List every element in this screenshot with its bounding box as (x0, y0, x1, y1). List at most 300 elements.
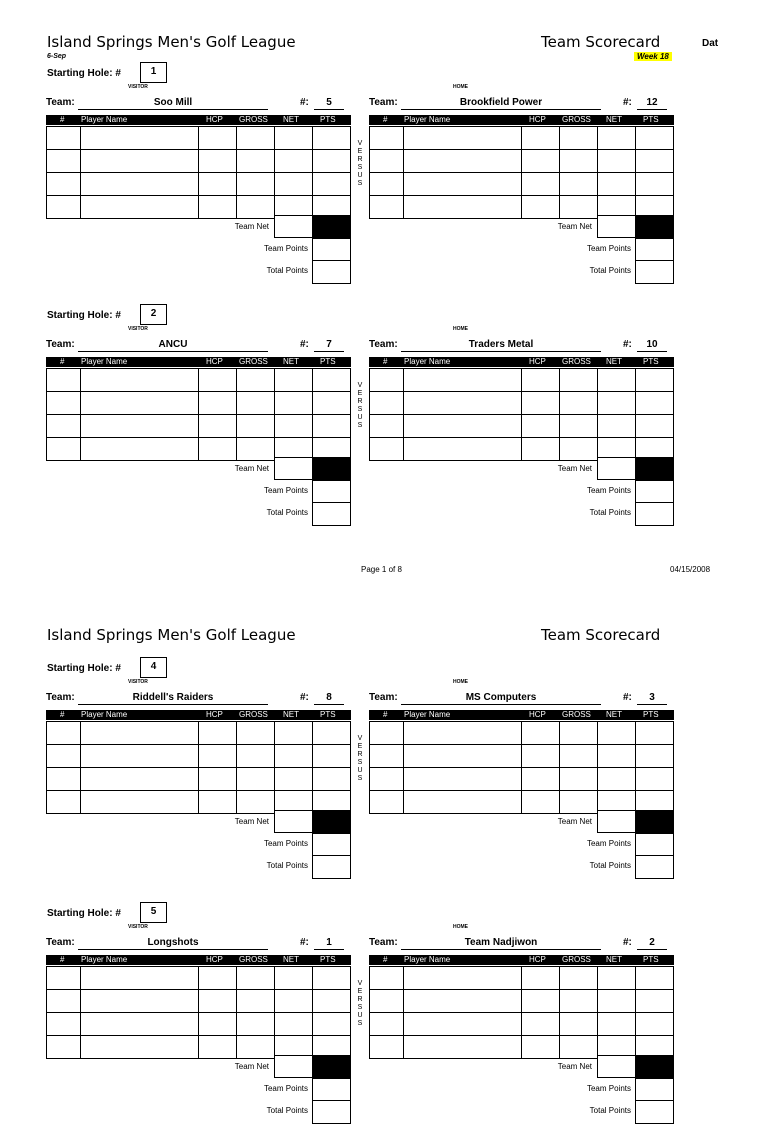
team-points-cell[interactable] (312, 833, 351, 856)
team-points-label: Team Points (586, 839, 631, 848)
team-points-cell[interactable] (635, 1078, 674, 1101)
total-points-cell[interactable] (312, 855, 351, 879)
col-player-name: Player Name (404, 357, 451, 366)
score-cell[interactable] (559, 721, 598, 745)
starting-hole-box[interactable]: 4 (140, 657, 167, 678)
score-cell[interactable] (521, 126, 560, 150)
team-points-label: Team Points (586, 486, 631, 495)
score-cell[interactable] (597, 149, 636, 173)
home-label: HOME (453, 679, 468, 685)
score-cell[interactable] (198, 767, 237, 791)
starting-hole-box[interactable]: 1 (140, 62, 167, 83)
score-cell[interactable] (312, 989, 351, 1013)
score-cell[interactable] (236, 744, 275, 768)
score-cell[interactable] (403, 790, 522, 814)
team-number-label: #: (300, 339, 309, 350)
score-cell[interactable] (312, 391, 351, 415)
total-points-cell[interactable] (312, 1100, 351, 1124)
score-cell[interactable] (46, 966, 81, 990)
versus-letter: U (357, 172, 363, 179)
team-label: Team: (369, 692, 398, 703)
score-cell[interactable] (597, 126, 636, 150)
col-pts: PTS (320, 710, 336, 719)
total-points-cell[interactable] (635, 1100, 674, 1124)
score-cell[interactable] (80, 368, 199, 392)
score-cell[interactable] (198, 368, 237, 392)
league-title-page2: Island Springs Men's Golf League (47, 626, 296, 644)
score-cell[interactable] (312, 368, 351, 392)
col-player-name: Player Name (81, 357, 128, 366)
score-cell[interactable] (521, 195, 560, 219)
match-block (0, 902, 768, 1132)
col-hcp: HCP (206, 357, 223, 366)
score-cell[interactable] (369, 368, 404, 392)
col-pts: PTS (643, 357, 659, 366)
score-cell[interactable] (597, 744, 636, 768)
visitor-team-name[interactable]: Riddell's Raiders (78, 692, 268, 705)
score-cell[interactable] (369, 195, 404, 219)
team-net-cell[interactable] (597, 457, 636, 480)
col-num: # (383, 955, 388, 964)
col-gross: GROSS (239, 357, 268, 366)
score-cell[interactable] (46, 790, 81, 814)
score-cell[interactable] (597, 172, 636, 196)
score-cell[interactable] (274, 721, 313, 745)
col-num: # (60, 710, 65, 719)
score-cell[interactable] (274, 126, 313, 150)
score-cell[interactable] (369, 172, 404, 196)
score-cell[interactable] (403, 989, 522, 1013)
team-points-cell[interactable] (312, 238, 351, 261)
total-points-label: Total Points (589, 508, 631, 517)
score-cell[interactable] (369, 1035, 404, 1059)
score-cell[interactable] (559, 414, 598, 438)
team-net-cell[interactable] (274, 457, 313, 480)
versus-letter: V (357, 735, 363, 742)
score-cell[interactable] (521, 721, 560, 745)
team-number-label: #: (300, 692, 309, 703)
score-cell[interactable] (369, 437, 404, 461)
score-cell[interactable] (198, 195, 237, 219)
score-cell[interactable] (46, 1012, 81, 1036)
score-cell[interactable] (559, 767, 598, 791)
team-net-cell[interactable] (597, 215, 636, 238)
team-net-cell[interactable] (274, 215, 313, 238)
score-cell[interactable] (80, 1035, 199, 1059)
score-cell[interactable] (521, 966, 560, 990)
score-cell[interactable] (597, 966, 636, 990)
score-cell[interactable] (369, 1012, 404, 1036)
score-cell[interactable] (521, 368, 560, 392)
score-cell[interactable] (80, 437, 199, 461)
score-cell[interactable] (403, 767, 522, 791)
visitor-team-number[interactable]: 7 (314, 339, 344, 352)
score-cell[interactable] (597, 721, 636, 745)
visitor-team-name[interactable]: ANCU (78, 339, 268, 352)
score-cell[interactable] (369, 414, 404, 438)
score-cell[interactable] (521, 172, 560, 196)
score-cell[interactable] (369, 790, 404, 814)
score-cell[interactable] (635, 149, 674, 173)
visitor-team-name[interactable]: Longshots (78, 937, 268, 950)
home-team-number[interactable]: 3 (637, 692, 667, 705)
score-cell[interactable] (635, 966, 674, 990)
score-cell[interactable] (597, 368, 636, 392)
team-points-cell[interactable] (635, 480, 674, 503)
score-cell[interactable] (46, 149, 81, 173)
score-cell[interactable] (597, 391, 636, 415)
team-net-pts-blackout (312, 457, 351, 480)
score-cell[interactable] (597, 1012, 636, 1036)
score-cell[interactable] (597, 989, 636, 1013)
score-cell[interactable] (80, 414, 199, 438)
column-header (369, 115, 674, 125)
col-net: NET (283, 955, 299, 964)
team-net-label: Team Net (557, 222, 592, 231)
score-cell[interactable] (521, 744, 560, 768)
team-net-cell[interactable] (274, 810, 313, 833)
score-cell[interactable] (635, 172, 674, 196)
score-cell[interactable] (403, 149, 522, 173)
score-cell[interactable] (46, 989, 81, 1013)
versus-label (356, 735, 364, 783)
score-cell[interactable] (80, 391, 199, 415)
versus-letter: E (357, 148, 363, 155)
score-cell[interactable] (80, 767, 199, 791)
visitor-team-name[interactable]: Soo Mill (78, 97, 268, 110)
score-cell[interactable] (80, 989, 199, 1013)
team-net-pts-blackout (635, 215, 674, 238)
score-cell[interactable] (635, 126, 674, 150)
total-points-cell[interactable] (635, 260, 674, 284)
score-cell[interactable] (521, 149, 560, 173)
team-net-cell[interactable] (274, 1055, 313, 1078)
score-cell[interactable] (521, 437, 560, 461)
score-cell[interactable] (46, 172, 81, 196)
team-label: Team: (46, 692, 75, 703)
col-player-name: Player Name (404, 115, 451, 124)
score-cell[interactable] (198, 989, 237, 1013)
score-cell[interactable] (80, 744, 199, 768)
score-cell[interactable] (521, 767, 560, 791)
score-cell[interactable] (198, 391, 237, 415)
versus-letter: S (357, 180, 363, 187)
score-cell[interactable] (559, 1012, 598, 1036)
score-cell[interactable] (403, 195, 522, 219)
score-cell[interactable] (236, 1012, 275, 1036)
match-block (0, 62, 768, 292)
score-cell[interactable] (198, 790, 237, 814)
score-cell[interactable] (369, 391, 404, 415)
score-cell[interactable] (521, 790, 560, 814)
home-team-number[interactable]: 10 (637, 339, 667, 352)
score-cell[interactable] (403, 414, 522, 438)
score-cell[interactable] (559, 391, 598, 415)
team-number-label: #: (300, 97, 309, 108)
score-cell[interactable] (80, 149, 199, 173)
score-cell[interactable] (46, 744, 81, 768)
score-cell[interactable] (274, 414, 313, 438)
col-gross: GROSS (562, 115, 591, 124)
score-cell[interactable] (236, 195, 275, 219)
starting-hole-label: Starting Hole: # (47, 663, 121, 674)
score-cell[interactable] (597, 414, 636, 438)
score-cell[interactable] (559, 195, 598, 219)
score-cell[interactable] (559, 368, 598, 392)
versus-letter: R (357, 996, 363, 1003)
score-cell[interactable] (274, 767, 313, 791)
score-cell[interactable] (236, 437, 275, 461)
score-cell[interactable] (312, 1012, 351, 1036)
home-team-name[interactable]: MS Computers (401, 692, 601, 705)
score-cell[interactable] (198, 149, 237, 173)
score-cell[interactable] (312, 966, 351, 990)
team-label: Team: (46, 97, 75, 108)
total-points-cell[interactable] (312, 260, 351, 284)
total-points-cell[interactable] (635, 855, 674, 879)
score-cell[interactable] (236, 1035, 275, 1059)
score-cell[interactable] (80, 195, 199, 219)
score-cell[interactable] (403, 1012, 522, 1036)
home-label: HOME (453, 84, 468, 90)
team-net-cell[interactable] (597, 1055, 636, 1078)
score-cell[interactable] (635, 721, 674, 745)
visitor-team-number[interactable]: 1 (314, 937, 344, 950)
col-hcp: HCP (529, 115, 546, 124)
scorecard-title: Team Scorecard (541, 33, 661, 51)
home-team-name[interactable]: Team Nadjiwon (401, 937, 601, 950)
team-number-label: #: (623, 692, 632, 703)
score-cell[interactable] (597, 767, 636, 791)
score-cell[interactable] (403, 1035, 522, 1059)
score-cell[interactable] (635, 744, 674, 768)
score-cell[interactable] (236, 790, 275, 814)
score-cell[interactable] (236, 172, 275, 196)
score-cell[interactable] (274, 172, 313, 196)
score-cell[interactable] (559, 790, 598, 814)
score-cell[interactable] (198, 172, 237, 196)
home-team-name[interactable]: Traders Metal (401, 339, 601, 352)
score-cell[interactable] (312, 126, 351, 150)
score-cell[interactable] (80, 790, 199, 814)
score-cell[interactable] (635, 767, 674, 791)
page-number: Page 1 of 8 (361, 565, 402, 574)
total-points-label: Total Points (266, 508, 308, 517)
total-points-label: Total Points (589, 861, 631, 870)
total-points-cell[interactable] (312, 502, 351, 526)
versus-letter: R (357, 398, 363, 405)
score-cell[interactable] (559, 1035, 598, 1059)
score-cell[interactable] (236, 767, 275, 791)
score-cell[interactable] (198, 437, 237, 461)
score-cell[interactable] (369, 126, 404, 150)
score-cell[interactable] (559, 149, 598, 173)
col-num: # (60, 115, 65, 124)
col-hcp: HCP (206, 955, 223, 964)
score-cell[interactable] (403, 368, 522, 392)
score-cell[interactable] (46, 767, 81, 791)
score-cell[interactable] (46, 414, 81, 438)
score-cell[interactable] (80, 721, 199, 745)
score-cell[interactable] (312, 767, 351, 791)
score-cell[interactable] (403, 437, 522, 461)
score-cell[interactable] (559, 744, 598, 768)
col-pts: PTS (320, 955, 336, 964)
score-cell[interactable] (198, 414, 237, 438)
score-cell[interactable] (312, 414, 351, 438)
score-cell[interactable] (559, 989, 598, 1013)
team-net-pts-blackout (635, 1055, 674, 1078)
visitor-team-number[interactable]: 8 (314, 692, 344, 705)
score-cell[interactable] (80, 966, 199, 990)
score-cell[interactable] (635, 368, 674, 392)
score-cell[interactable] (521, 414, 560, 438)
score-cell[interactable] (236, 149, 275, 173)
versus-letter: S (357, 1020, 363, 1027)
score-cell[interactable] (312, 149, 351, 173)
score-cell[interactable] (198, 721, 237, 745)
score-cell[interactable] (274, 989, 313, 1013)
team-net-pts-blackout (635, 457, 674, 480)
score-cell[interactable] (46, 437, 81, 461)
score-cell[interactable] (559, 437, 598, 461)
score-cell[interactable] (274, 368, 313, 392)
versus-letter: U (357, 414, 363, 421)
team-label: Team: (369, 339, 398, 350)
home-team-number[interactable]: 12 (637, 97, 667, 110)
score-cell[interactable] (274, 744, 313, 768)
team-points-cell[interactable] (635, 833, 674, 856)
total-points-label: Total Points (266, 1106, 308, 1115)
score-cell[interactable] (635, 391, 674, 415)
score-cell[interactable] (236, 966, 275, 990)
score-cell[interactable] (369, 721, 404, 745)
team-points-label: Team Points (263, 486, 308, 495)
score-cell[interactable] (312, 172, 351, 196)
starting-hole-box[interactable]: 2 (140, 304, 167, 325)
versus-letter: U (357, 767, 363, 774)
score-cell[interactable] (369, 744, 404, 768)
league-title: Island Springs Men's Golf League (47, 33, 296, 51)
versus-letter: S (357, 406, 363, 413)
score-cell[interactable] (46, 391, 81, 415)
col-net: NET (606, 710, 622, 719)
score-cell[interactable] (274, 391, 313, 415)
score-cell[interactable] (236, 368, 275, 392)
score-cell[interactable] (403, 966, 522, 990)
score-cell[interactable] (46, 126, 81, 150)
team-net-label: Team Net (557, 817, 592, 826)
date-label: Dat (702, 38, 719, 49)
col-player-name: Player Name (81, 955, 128, 964)
versus-letter: E (357, 743, 363, 750)
score-cell[interactable] (274, 966, 313, 990)
score-cell[interactable] (312, 744, 351, 768)
score-cell[interactable] (274, 149, 313, 173)
visitor-label: VISITOR (128, 679, 148, 685)
score-cell[interactable] (198, 126, 237, 150)
starting-hole-box[interactable]: 5 (140, 902, 167, 923)
versus-letter: S (357, 1004, 363, 1011)
score-cell[interactable] (635, 1012, 674, 1036)
visitor-team-number[interactable]: 5 (314, 97, 344, 110)
score-cell[interactable] (403, 744, 522, 768)
score-cell[interactable] (80, 126, 199, 150)
score-cell[interactable] (236, 989, 275, 1013)
score-cell[interactable] (521, 1035, 560, 1059)
score-cell[interactable] (369, 767, 404, 791)
score-cell[interactable] (46, 1035, 81, 1059)
versus-letter: S (357, 775, 363, 782)
score-cell[interactable] (403, 126, 522, 150)
team-net-pts-blackout (312, 1055, 351, 1078)
col-num: # (60, 357, 65, 366)
score-cell[interactable] (521, 391, 560, 415)
score-cell[interactable] (46, 368, 81, 392)
score-cell[interactable] (236, 721, 275, 745)
total-points-label: Total Points (266, 861, 308, 870)
team-number-label: #: (623, 97, 632, 108)
home-team-name[interactable]: Brookfield Power (401, 97, 601, 110)
total-points-cell[interactable] (635, 502, 674, 526)
score-cell[interactable] (236, 414, 275, 438)
score-cell[interactable] (559, 126, 598, 150)
score-cell[interactable] (521, 989, 560, 1013)
score-cell[interactable] (403, 391, 522, 415)
starting-hole-label: Starting Hole: # (47, 68, 121, 79)
score-cell[interactable] (369, 149, 404, 173)
score-cell[interactable] (403, 721, 522, 745)
versus-label (356, 140, 364, 188)
score-cell[interactable] (80, 172, 199, 196)
score-cell[interactable] (46, 721, 81, 745)
team-points-cell[interactable] (312, 480, 351, 503)
scorecard-title-page2: Team Scorecard (541, 626, 661, 644)
col-hcp: HCP (206, 710, 223, 719)
home-team-number[interactable]: 2 (637, 937, 667, 950)
team-points-cell[interactable] (312, 1078, 351, 1101)
team-label: Team: (46, 937, 75, 948)
score-cell[interactable] (198, 1012, 237, 1036)
column-header (369, 357, 674, 367)
score-cell[interactable] (403, 172, 522, 196)
score-cell[interactable] (46, 195, 81, 219)
score-cell[interactable] (198, 744, 237, 768)
score-cell[interactable] (369, 966, 404, 990)
score-cell[interactable] (198, 966, 237, 990)
team-net-cell[interactable] (597, 810, 636, 833)
score-cell[interactable] (635, 414, 674, 438)
score-cell[interactable] (635, 989, 674, 1013)
total-points-label: Total Points (589, 1106, 631, 1115)
score-cell[interactable] (559, 172, 598, 196)
score-cell[interactable] (559, 966, 598, 990)
col-player-name: Player Name (81, 710, 128, 719)
column-header (369, 955, 674, 965)
score-cell[interactable] (236, 391, 275, 415)
visitor-label: VISITOR (128, 326, 148, 332)
score-cell[interactable] (312, 721, 351, 745)
match-block (0, 304, 768, 534)
score-cell[interactable] (369, 989, 404, 1013)
score-cell[interactable] (521, 1012, 560, 1036)
score-cell[interactable] (198, 1035, 237, 1059)
team-points-cell[interactable] (635, 238, 674, 261)
score-cell[interactable] (274, 1012, 313, 1036)
score-cell[interactable] (236, 126, 275, 150)
versus-letter: R (357, 751, 363, 758)
score-cell[interactable] (80, 1012, 199, 1036)
